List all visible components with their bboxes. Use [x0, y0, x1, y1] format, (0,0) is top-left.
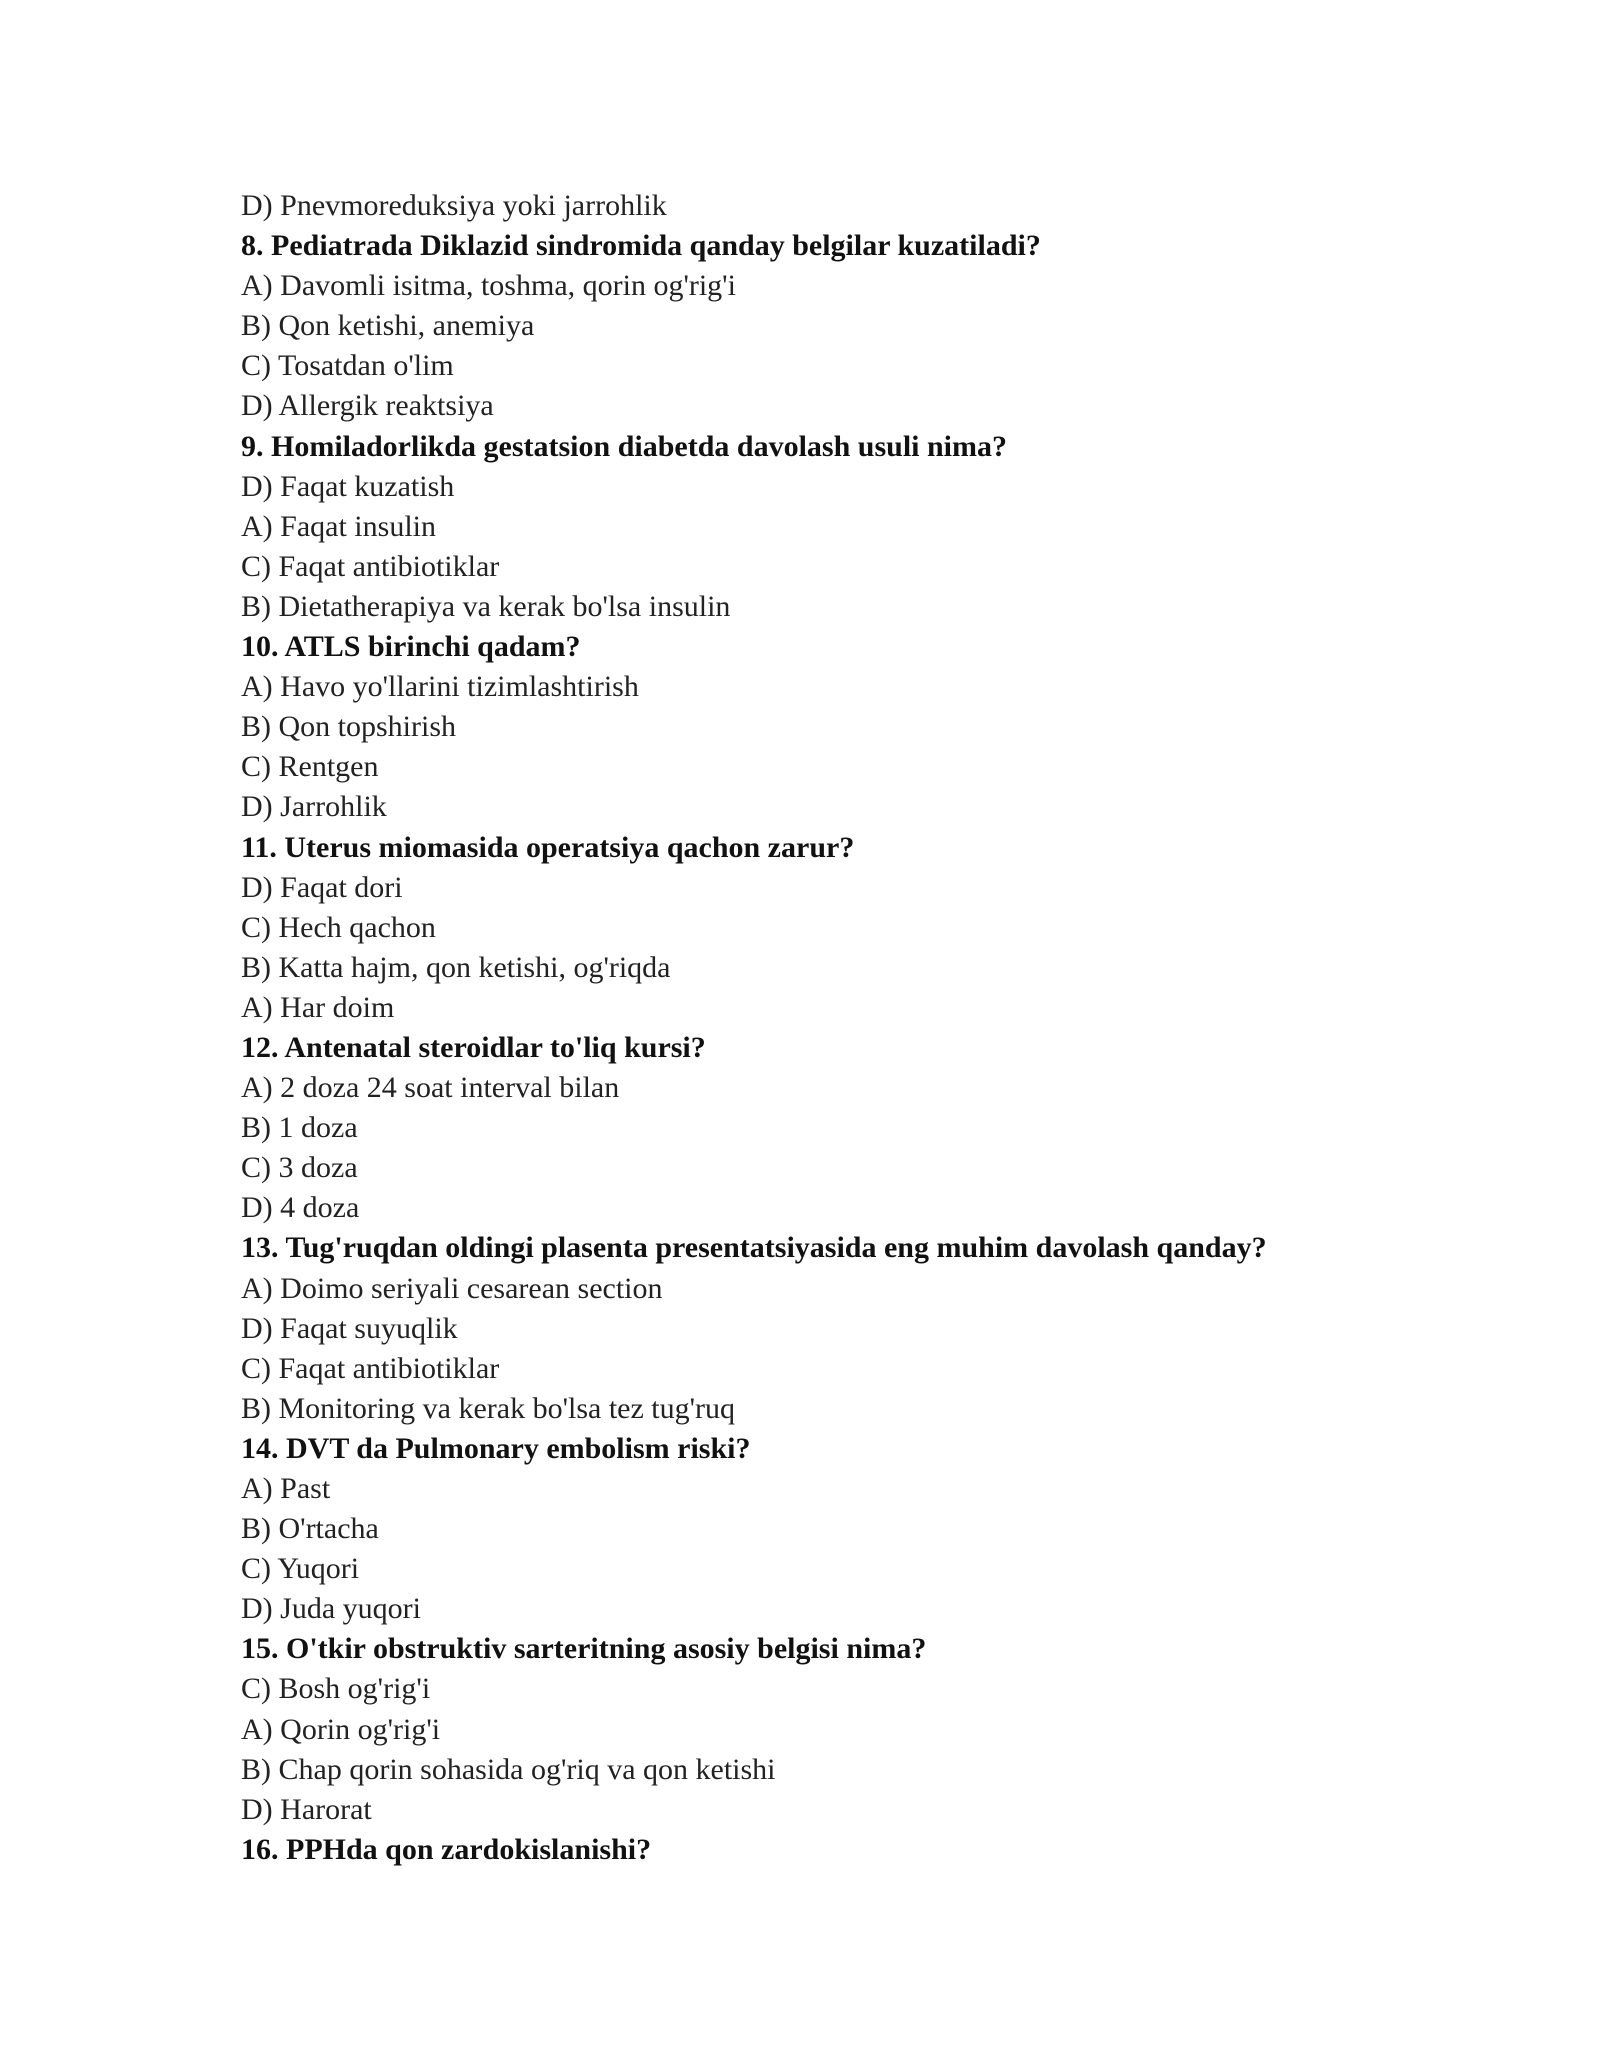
- answer-option: A) Faqat insulin: [241, 509, 436, 543]
- answer-option: A) 2 doza 24 soat interval bilan: [241, 1071, 620, 1105]
- question-text: 11. Uterus miomasida operatsiya qachon zarur?: [241, 830, 855, 864]
- answer-option: A) Doimo seriyali cesarean section: [241, 1271, 663, 1305]
- answer-option: C) Yuqori: [241, 1552, 360, 1586]
- question-text: 16. PPHda qon zardokislanishi?: [241, 1832, 652, 1866]
- question-text: 10. ATLS birinchi qadam?: [241, 630, 581, 664]
- answer-option: C) 3 doza: [241, 1151, 358, 1185]
- answer-option: B) Dietatherapiya va kerak bo'lsa insulin: [241, 589, 731, 623]
- answer-option: D) Jarrohlik: [241, 790, 387, 824]
- answer-option: C) Hech qachon: [241, 910, 436, 944]
- answer-option: D) 4 doza: [241, 1191, 360, 1225]
- answer-option: A) Past: [241, 1472, 331, 1505]
- question-text: 8. Pediatrada Diklazid sindromida qanday belgilar kuzatiladi?: [241, 229, 1041, 263]
- answer-option: D) Pnevmoreduksiya yoki jarrohlik: [241, 189, 667, 222]
- answer-option: C) Faqat antibiotiklar: [241, 549, 500, 583]
- answer-option: B) Qon topshirish: [241, 710, 457, 744]
- answer-option: D) Allergik reaktsiya: [241, 389, 494, 423]
- question-text: 9. Homiladorlikda gestatsion diabetda davolash usuli nima?: [241, 429, 1007, 463]
- question-text: 13. Tug'ruqdan oldingi plasenta presentatsiyasida eng muhim davolash qanday?: [241, 1231, 1267, 1265]
- question-text: 15. O'tkir obstruktiv sarteritning asosiy belgisi nima?: [241, 1632, 927, 1666]
- answer-option: B) Chap qorin sohasida og'riq va qon ketishi: [241, 1752, 776, 1786]
- answer-option: A) Davomli isitma, toshma, qorin og'rig'i: [241, 269, 736, 303]
- answer-option: B) O'rtacha: [241, 1512, 379, 1546]
- answer-option: C) Bosh og'rig'i: [241, 1672, 431, 1706]
- answer-option: B) 1 doza: [241, 1111, 358, 1145]
- answer-option: A) Qorin og'rig'i: [241, 1712, 441, 1746]
- answer-option: A) Havo yo'llarini tizimlashtirish: [241, 670, 639, 704]
- question-text: 14. DVT da Pulmonary embolism riski?: [241, 1431, 751, 1465]
- answer-option: A) Har doim: [241, 990, 395, 1024]
- answer-option: C) Tosatdan o'lim: [241, 349, 454, 383]
- document-body: [241, 186, 1441, 1870]
- answer-option: D) Harorat: [241, 1792, 372, 1826]
- question-text: 12. Antenatal steroidlar to'liq kursi?: [241, 1030, 706, 1064]
- answer-option: B) Katta hajm, qon ketishi, og'riqda: [241, 950, 671, 984]
- answer-option: D) Juda yuqori: [241, 1592, 421, 1626]
- answer-option: D) Faqat kuzatish: [241, 469, 455, 503]
- answer-option: D) Faqat suyuqlik: [241, 1311, 458, 1345]
- answer-option: C) Faqat antibiotiklar: [241, 1351, 500, 1385]
- answer-option: C) Rentgen: [241, 750, 379, 784]
- answer-option: B) Monitoring va kerak bo'lsa tez tug'ruq: [241, 1391, 736, 1425]
- answer-option: B) Qon ketishi, anemiya: [241, 309, 535, 343]
- answer-option: D) Faqat dori: [241, 870, 403, 904]
